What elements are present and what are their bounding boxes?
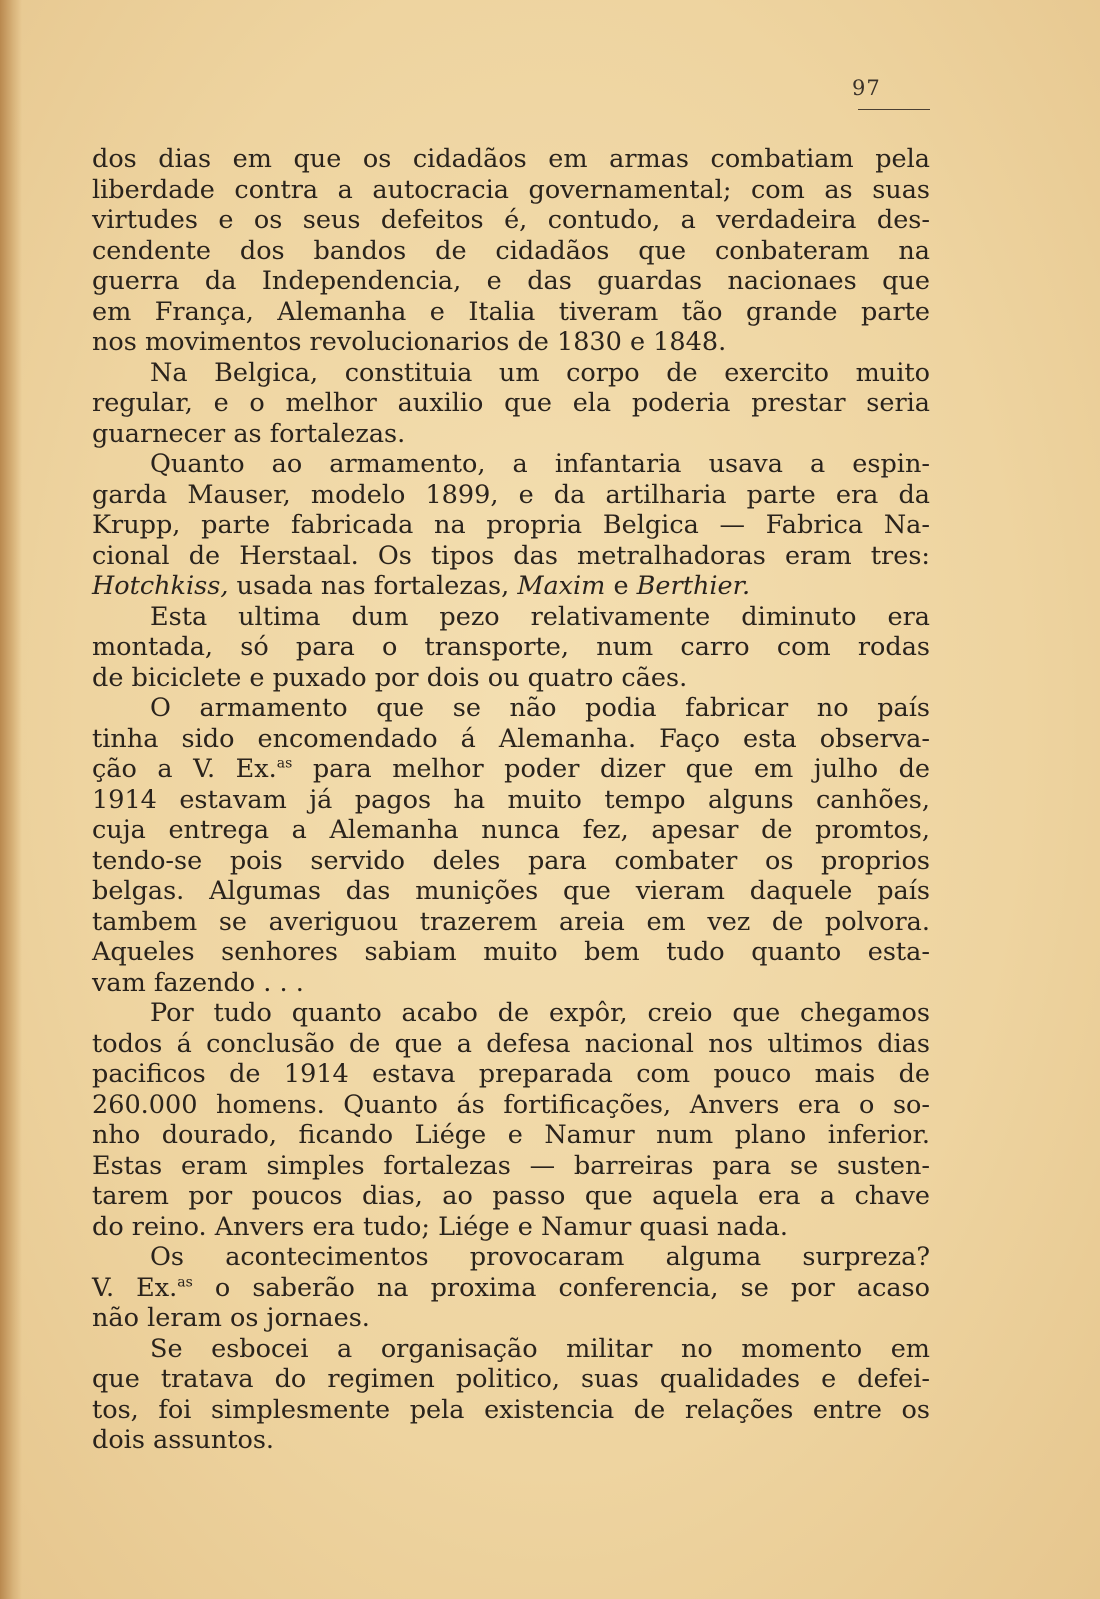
text-line: tendo-se pois servido deles para combater os proprios (92, 845, 930, 876)
text-line: montada, só para o transporte, num carro com rodas (92, 632, 930, 662)
text-line: Se esbocei a organisação militar no momento em (150, 1333, 930, 1364)
text-line: guarnecer as fortalezas. (92, 418, 406, 449)
book-spine-shadow (0, 0, 22, 1599)
text-line: todos á conclusão de que a defesa nacional nos ultimos dias (92, 1028, 930, 1059)
superscript: as (276, 755, 293, 772)
text-line: do reino. Anvers era tudo; Liége e Namur quasi nada. (92, 1211, 788, 1242)
text-line: tarem por poucos dias, ao passo que aquela era a chave (92, 1181, 930, 1211)
text-line: tinha sido encomendado á Alemanha. Faço esta observa- (92, 723, 930, 754)
text-segment: usada nas fortalezas, (228, 571, 518, 601)
text-line: Por tudo quanto acabo de expôr, creio que chegamos (150, 998, 930, 1028)
text-segment: para melhor poder dizer que em julho de (292, 754, 930, 784)
text-line: que tratava do regimen politico, suas qualidades e defei- (92, 1364, 930, 1394)
italic-text: Maxim (517, 571, 606, 601)
text-line: liberdade contra a autocracia governamental; com as suas (92, 174, 930, 205)
text-line: vam fazendo . . . (92, 967, 304, 998)
text-segment: ção a V. Ex. (92, 754, 277, 784)
text-line: tos, foi simplesmente pela existencia de relações entre os (92, 1394, 930, 1425)
italic-text: Berthier. (636, 571, 751, 601)
text-line (92, 754, 930, 785)
text-line: de biciclete e puxado por dois ou quatro cães. (92, 662, 688, 693)
text-line (92, 1273, 930, 1304)
text-line: cional de Herstaal. Os tipos das metralhadoras eram tres: (92, 540, 930, 571)
text-line: dos dias em que os cidadãos em armas combatiam pela (92, 144, 930, 174)
text-line: não leram os jornaes. (92, 1303, 370, 1333)
text-line: belgas. Algumas das munições que vieram daquele país (92, 876, 930, 906)
text-segment: e (605, 571, 637, 601)
italic-text: Hotchkiss, (92, 571, 229, 601)
text-line: virtudes e os seus defeitos é, contudo, a verdadeira des- (92, 205, 930, 235)
text-line (92, 571, 930, 602)
body-text (92, 144, 930, 1456)
text-segment: V. Ex. (92, 1272, 178, 1303)
text-line: 1914 estavam já pagos ha muito tempo alguns canhões, (92, 784, 930, 815)
text-line: 260.000 homens. Quanto ás fortificações, Anvers era o so- (92, 1089, 930, 1120)
text-line: Na Belgica, constituia um corpo de exercito muito (150, 357, 930, 388)
text-line: cendente dos bandos de cidadãos que conbateram na (92, 235, 930, 266)
text-line: regular, e o melhor auxilio que ela poderia prestar seria (92, 388, 930, 418)
text-line: guerra da Independencia, e das guardas nacionaes que (92, 266, 930, 296)
page-number: 97 (852, 76, 881, 100)
text-line: pacificos de 1914 estava preparada com pouco mais de (92, 1059, 930, 1089)
text-line: cuja entrega a Alemanha nunca fez, apesar de promtos, (92, 815, 930, 845)
text-line: nho dourado, ficando Liége e Namur num plano inferior. (92, 1120, 930, 1150)
text-line: em França, Alemanha e Italia tiveram tão grande parte (92, 296, 930, 327)
text-line: dois assuntos. (92, 1425, 275, 1455)
text-line: Estas eram simples fortalezas — barreiras para se susten- (92, 1150, 930, 1181)
text-line: Aqueles senhores sabiam muito bem tudo quanto esta- (92, 937, 930, 967)
superscript: as (177, 1274, 193, 1290)
header-rule (858, 109, 930, 110)
text-line: nos movimentos revolucionarios de 1830 e 1848. (92, 327, 727, 357)
text-line: O armamento que se não podia fabricar no país (150, 693, 930, 723)
text-line: Esta ultima dum pezo relativamente diminuto era (150, 601, 930, 632)
text-line: Krupp, parte fabricada na propria Belgica — Fabrica Na- (92, 510, 930, 540)
text-line: tambem se averiguou trazerem areia em vez de polvora. (92, 906, 930, 937)
text-segment: o saberão na proxima conferencia, se por acaso (192, 1272, 930, 1303)
text-line: Os acontecimentos provocaram alguma surpreza? (150, 1242, 930, 1272)
text-line: garda Mauser, modelo 1899, e da artilharia parte era da (92, 479, 930, 510)
text-line: Quanto ao armamento, a infantaria usava a espin- (150, 449, 930, 479)
